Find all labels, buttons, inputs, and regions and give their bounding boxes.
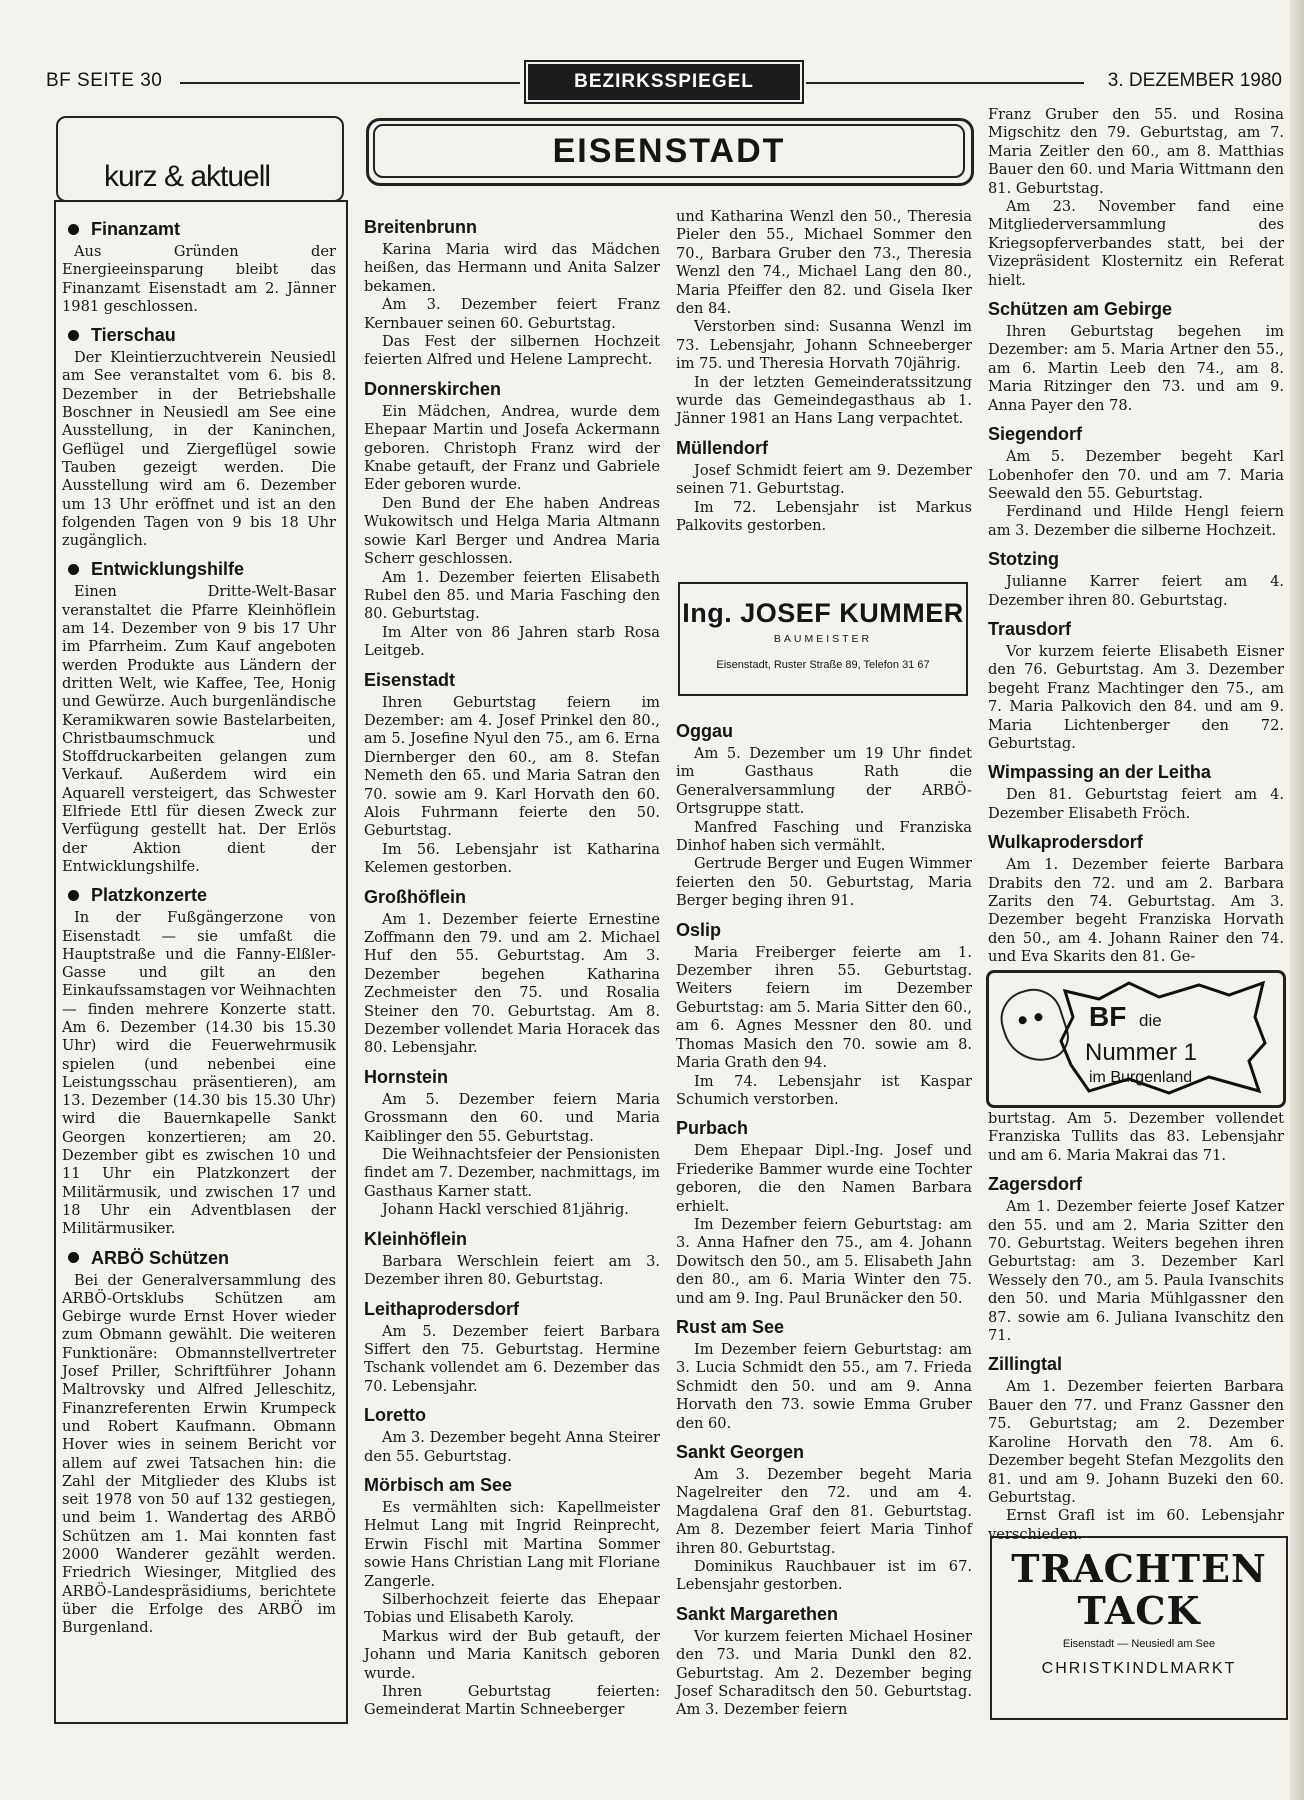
page-number: BF SEITE 30 xyxy=(46,70,163,91)
ad-bf xyxy=(986,970,1286,1108)
section-heading xyxy=(364,886,660,908)
section-heading-text: Loretto xyxy=(364,1405,426,1426)
ad-tracht-cities: Eisenstadt — Neusiedl am See xyxy=(1062,1638,1216,1650)
column-1 xyxy=(364,208,660,1720)
paragraph: Ihren Geburtstag begehen im Dezember: am 5. Maria Artner den 55., am 6. Martin Leeb den 74., am 8. Maria Ritzinger den 73. und am 9. Anna Payer den 78. xyxy=(988,323,1284,414)
paragraph: Silberhochzeit feierte das Ehepaar Tobias und Elisabeth Karoly. xyxy=(364,1590,660,1627)
section-heading xyxy=(364,1404,660,1426)
paragraph: Am 3. Dezember begeht Maria Nagelreiter den 72. und am 4. Magdalena Graf den 81. Geburtstag. Am 8. Dezember feiert Maria Tinhof ihren 80. Geburtstag. xyxy=(676,1466,972,1557)
section-heading-text: Entwicklungshilfe xyxy=(91,559,245,580)
paragraph: Am 3. Dezember begeht Anna Steirer den 55. Geburtstag. xyxy=(364,1429,660,1465)
paragraph: Ferdinand und Hilde Hengl feiern am 3. Dezember die silberne Hochzeit. xyxy=(988,503,1284,539)
section-heading-text: Wimpassing an der Leitha xyxy=(988,762,1211,783)
ad-bf-nummer: Nummer 1 xyxy=(1085,1039,1198,1066)
bullet-icon xyxy=(68,330,79,341)
column-2-top xyxy=(676,208,972,536)
section-heading xyxy=(676,1316,972,1338)
paragraph: Am 23. November fand eine Mitgliederversammlung des Kriegsopferverbandes statt, bei der Vizepräsident Klosternitz ein Referat hielt. xyxy=(988,198,1284,289)
section-heading xyxy=(676,1441,972,1463)
section-heading xyxy=(988,831,1284,853)
paragraph: Am 1. Dezember feierte Barbara Drabits den 72. und am 2. Barbara Zarits den 74. Geburtstag. Am 3. Dezember begeht Franziska Horvath den 50., am 4. Johann Rainer den 74. und Eva Skarits den 81. Ge- xyxy=(988,856,1284,966)
paragraph: Im Dezember feiern Geburtstag: am 3. Lucia Schmidt den 55., am 7. Frieda Schmidt den 50. und am 9. Anna Horvath den 73. sowie Emma Gruber den 60. xyxy=(676,1340,972,1432)
paragraph: Das Fest der silbernen Hochzeit feierten Alfred und Helene Lamprecht. xyxy=(364,333,660,369)
section-heading-text: Großhöflein xyxy=(364,886,466,907)
paragraph: Die Weihnachtsfeier der Pensionisten findet am 7. Dezember, nachmittags, im Gasthaus Karner statt. xyxy=(364,1146,660,1200)
bullet-icon xyxy=(68,1252,79,1263)
paragraph: Den Bund der Ehe haben Andreas Wukowitsch und Helga Maria Altmann sowie Karl Berger und Andrea Maria Scherr geschlossen. xyxy=(364,494,660,568)
paragraph: und Katharina Wenzl den 50., Theresia Pieler den 55., Michael Sommer den 70., Barbara Gruber den 73., Theresia Wenzl den 74., Michael Lang den 80., Maria Pfeiffer den 82. und Gisela Iker den 84. xyxy=(676,208,972,318)
paragraph: Bei der Generalversammlung des ARBÖ-Ortsklubs Schützen am Gebirge wurde Ernst Hover wieder zum Obmann gewählt. Die weiteren Funktionäre: Obmannstellvertreter Josef Priller, Schriftführer Johann Maltrovsky und Alfred Jelleschitz, Finanzreferenten Erwin Krumpeck und Robert Kaufmann. Obmann Hover wies in seinem Bericht vor allem auf zwei Tatsachen hin: die Zahl der Mitglieder des Klubs ist seit 1978 von 50 auf 132 gestiegen, und beim 1. Wandertag des ARBÖ Schützen am 1. Mai konnten fast 2000 Wanderer gezählt werden. Friedrich Wiesinger, Mitglied des ARBÖ-Landespräsidiums, berichtete über die Erfolge des ARBÖ im Burgenland. xyxy=(62,1271,336,1637)
paragraph: Dominikus Rauchbauer ist im 67. Lebensjahr gestorben. xyxy=(676,1558,972,1594)
section-heading-text: Hornstein xyxy=(364,1066,449,1087)
header-rule-right xyxy=(806,82,1084,84)
section-heading xyxy=(62,1247,336,1269)
section-heading-text: Sankt Margarethen xyxy=(676,1603,839,1624)
paragraph: Vor kurzem feierte Elisabeth Eisner den 76. Geburtstag. Am 3. Dezember begeht Franz Machtinger den 75., am 7. Maria Palkovich den 84. und am 9. Maria Lichtenberger den 72. Geburtstag. xyxy=(988,642,1284,752)
section-heading xyxy=(988,423,1284,445)
paragraph: Am 5. Dezember feiert Barbara Siffert den 75. Geburtstag. Hermine Tschank vollendet am 6. Dezember das 70. Lebensjahr. xyxy=(364,1322,660,1395)
paragraph: Im 74. Lebensjahr ist Kaspar Schumich verstorben. xyxy=(676,1072,972,1108)
section-heading xyxy=(676,720,972,742)
section-heading xyxy=(364,1474,660,1496)
ad-trachten-tack xyxy=(990,1536,1288,1720)
paragraph: Karina Maria wird das Mädchen heißen, das Hermann und Anita Salzer bekamen. xyxy=(364,241,660,295)
main-title: EISENSTADT xyxy=(373,124,965,178)
section-heading xyxy=(988,298,1284,320)
section-heading xyxy=(364,216,660,238)
section-heading-text: Wulkaprodersdorf xyxy=(988,832,1143,853)
paragraph: Franz Gruber den 55. und Rosina Migschitz den 79. Geburtstag, am 7. Maria Zeitler den 60., am 8. Matthias Bauer den 60. und Maria Wittmann den 81. Geburtstag. xyxy=(988,106,1284,197)
issue-date: 3. DEZEMBER 1980 xyxy=(1107,70,1282,91)
paragraph: Im 56. Lebensjahr ist Katharina Kelemen gestorben. xyxy=(364,840,660,877)
paragraph: Ihren Geburtstag feiern im Dezember: am 4. Josef Prinkel den 80., am 5. Josefine Nyul den 75., am 6. Erna Diernberger den 60., am 8. Stefan Nemeth den 65. und Maria Satran den 70. sowie am 9. Karl Horvath den 60. Alois Fuhrmann feierte den 50. Geburtstag. xyxy=(364,693,660,840)
paragraph: Ernst Grafl ist im 60. Lebensjahr verschieden. xyxy=(988,1507,1284,1543)
paragraph: Am 3. Dezember feiert Franz Kernbauer seinen 60. Geburtstag. xyxy=(364,296,660,332)
paragraph: Im Alter von 86 Jahren starb Rosa Leitgeb. xyxy=(364,623,660,660)
ad-kummer-name: Ing. JOSEF KUMMER xyxy=(682,598,964,628)
paragraph: Maria Freiberger feierte am 1. Dezember ihren 55. Geburtstag. Weiters feiern im Dezember Geburtstag: am 5. Maria Sitter den 60., am 6. Agnes Messner den 80. und Thomas Masich den 70. sowie am 8. Maria Grath den 94. xyxy=(676,943,972,1072)
column-2-bottom xyxy=(676,712,972,1720)
paragraph: Ihren Geburtstag feierten: Gemeinderat Martin Schneeberger xyxy=(364,1683,660,1719)
section-heading-text: Donnerskirchen xyxy=(364,378,502,399)
bullet-icon xyxy=(68,564,79,575)
section-heading xyxy=(676,1117,972,1139)
section-heading-text: Oslip xyxy=(676,919,722,940)
section-heading xyxy=(988,1353,1284,1375)
paragraph: In der letzten Gemeinderatssitzung wurde das Gemeindegasthaus ab 1. Jänner 1981 an Hans Lang verpachtet. xyxy=(676,373,972,428)
section-heading xyxy=(62,884,336,906)
ad-kummer-address: Eisenstadt, Ruster Straße 89, Telefon 31 67 xyxy=(716,659,930,671)
section-heading xyxy=(364,378,660,400)
paragraph: Johann Hackl verschied 81jährig. xyxy=(382,1201,629,1219)
ad-bf-die: die xyxy=(1139,1011,1162,1030)
kurz-title: kurz & aktuell xyxy=(100,160,274,194)
paragraph: Josef Schmidt feiert am 9. Dezember seinen 71. Geburtstag. xyxy=(676,461,972,498)
paragraph: Verstorben sind: Susanna Wenzl im 73. Lebensjahr, Johann Schneeberger im 75. und Theresia Horvath 70jährig. xyxy=(676,318,972,373)
section-heading-text: Kleinhöflein xyxy=(364,1228,467,1249)
section-heading-text: Tierschau xyxy=(91,325,176,346)
header-rule-left xyxy=(180,82,520,84)
paragraph: Aus Gründen der Energieeinsparung bleibt das Finanzamt Eisenstadt am 2. Jänner 1981 geschlossen. xyxy=(62,243,336,315)
paragraph: Den 81. Geburtstag feiert am 4. Dezember Elisabeth Fröch. xyxy=(988,786,1284,822)
paragraph: Am 1. Dezember feierte Ernestine Zoffmann den 79. und am 2. Michael Huf den 55. Geburtstag. Am 3. Dezember begehen Katharina Zechmeister den 75. und Rosalia Steiner den 70. Geburtstag. Am 8. Dezember vollendet Maria Horacek das 80. Lebensjahr. xyxy=(364,910,660,1057)
column-3-top xyxy=(988,106,1284,967)
paragraph: Am 1. Dezember feierte Josef Katzer den 55. und am 2. Maria Szitter den 70. Geburtstag. Weiters begehen ihren Geburtstag: am 3. Dezember Karl Wessely den 70., am 5. Paula Ivanschits den 50. und Maria Mühlgassner den 87. sowie am 6. Juliana Ivanschitz den 71. xyxy=(988,1198,1284,1345)
section-heading-text: Müllendorf xyxy=(676,437,768,458)
section-heading-text: Rust am See xyxy=(676,1316,785,1337)
section-heading xyxy=(364,1066,660,1088)
paragraph: Am 5. Dezember um 19 Uhr findet im Gasthaus Rath die Generalversammlung der ARBÖ-Ortsgruppe statt. xyxy=(676,745,972,818)
paragraph: Der Kleintierzuchtverein Neusiedl am See veranstaltet vom 6. bis 8. Dezember in der Betriebshalle Boschner in Neusiedl am See eine Ausstellung, in der Kaninchen, Geflügel und Ziergeflügel sowie Tauben gezeigt werden. Die Ausstellung wird am 6. Dezember um 13 Uhr eröffnet und ist an den folgenden Tagen von 9 bis 18 Uhr zugänglich. xyxy=(62,349,336,550)
section-heading xyxy=(364,669,660,691)
paragraph: Im Dezember feiern Geburtstag: am 3. Anna Hafner den 75., am 4. Johann Dowitsch den 50., am 5. Elisabeth Jahn den 80., am 6. Maria Winter den 75. und am 9. Ing. Paul Brunäcker den 50. xyxy=(676,1215,972,1307)
section-heading xyxy=(988,618,1284,640)
section-heading-text: ARBÖ Schützen xyxy=(91,1247,230,1268)
ad-kummer xyxy=(678,582,968,696)
section-heading xyxy=(676,919,972,941)
paragraph: burtstag. Am 5. Dezember vollendet Franziska Tullits das 83. Lebensjahr und am 6. Maria Makrai das 71. xyxy=(988,1110,1284,1164)
section-heading xyxy=(988,761,1284,783)
section-heading-text: Eisenstadt xyxy=(364,669,456,690)
section-heading-text: Leithaprodersdorf xyxy=(364,1298,520,1319)
section-heading xyxy=(364,1228,660,1250)
ad-bf-region: im Burgenland xyxy=(1089,1069,1193,1086)
bullet-icon xyxy=(68,224,79,235)
section-heading-text: Siegendorf xyxy=(988,424,1083,445)
paragraph: Markus wird der Bub getauft, der Johann und Maria Kanitsch geboren wurde. xyxy=(364,1627,660,1682)
paragraph: Am 1. Dezember feierten Barbara Bauer den 77. und Franz Gassner den 75. Geburtstag; am 2. Dezember Karoline Horvath den 78. Am 6. Dezember begeht Stefan Mezgolits den 81. und am 9. Johann Buzeki den 60. Geburtstag. xyxy=(988,1378,1284,1506)
section-label: BEZIRKSSPIEGEL xyxy=(528,64,800,100)
paragraph: Ein Mädchen, Andrea, wurde dem Ehepaar Martin und Josefa Ackermann geboren. Christoph Franz wird der Knabe getauft, der Franz und Gabriele Eder geboren wurde. xyxy=(364,402,660,494)
ad-kummer-sub: BAUMEISTER xyxy=(773,633,873,645)
section-heading xyxy=(988,548,1284,570)
paragraph: Im 72. Lebensjahr ist Markus Palkovits gestorben. xyxy=(676,498,972,535)
ad-tracht-line2: TACK xyxy=(1077,1588,1201,1633)
section-heading-text: Breitenbrunn xyxy=(364,217,478,237)
section-heading xyxy=(988,1173,1284,1195)
section-heading xyxy=(62,218,336,240)
paragraph: Vor kurzem feierten Michael Hosiner den 73. und Maria Dunkl den 82. Geburtstag. Am 2. Dezember beging Josef Scharaditsch den 50. Geburtstag. Am 3. Dezember feiern xyxy=(676,1627,972,1719)
section-heading-text: Oggau xyxy=(676,721,733,741)
ad-tracht-line1: TRACHTEN xyxy=(1011,1546,1267,1591)
section-heading-text: Finanzamt xyxy=(91,219,181,239)
section-heading xyxy=(676,437,972,459)
section-heading xyxy=(62,324,336,346)
paragraph: Julianne Karrer feiert am 4. Dezember ihren 80. Geburtstag. xyxy=(988,573,1284,609)
paragraph: Manfred Fasching und Franziska Dinhof haben sich vermählt. xyxy=(676,818,972,855)
kurz-column xyxy=(62,210,336,1637)
paragraph: Am 5. Dezember begeht Karl Lobenhofer den 70. und am 7. Maria Seewald den 55. Geburtstag. xyxy=(988,448,1284,502)
bullet-icon xyxy=(68,890,79,901)
paragraph: Dem Ehepaar Dipl.-Ing. Josef und Friederike Bammer wurde eine Tochter geboren, die den Namen Barbara erhielt. xyxy=(676,1142,972,1215)
ad-bf-logo: BF xyxy=(1089,1001,1127,1032)
paragraph: Am 5. Dezember feiern Maria Grossmann den 60. und Maria Kaiblinger den 55. Geburtstag. xyxy=(364,1090,660,1145)
column-3-bottom xyxy=(988,1110,1284,1544)
section-heading-text: Zagersdorf xyxy=(988,1174,1083,1195)
section-heading xyxy=(62,558,336,580)
paragraph: Barbara Werschlein feiert am 3. Dezember ihren 80. Geburtstag. xyxy=(364,1252,660,1289)
section-heading-text: Zillingtal xyxy=(988,1354,1062,1375)
section-heading-text: Trausdorf xyxy=(988,618,1072,639)
paragraph: Am 1. Dezember feierten Elisabeth Rubel den 85. und Maria Fasching den 80. Geburtstag. xyxy=(364,568,660,623)
ad-tracht-market: CHRISTKINDLMARKT xyxy=(1041,1660,1237,1677)
section-heading-text: Platzkonzerte xyxy=(91,885,208,906)
paragraph: Gertrude Berger und Eugen Wimmer feierten den 50. Geburtstag, Maria Berger beging ihren 91. xyxy=(676,855,972,910)
paragraph: Einen Dritte-Welt-Basar veranstaltet die Pfarre Kleinhöflein am 14. Dezember von 9 bis 17 Uhr im Pfarrheim. Zum Kauf angeboten werden Produkte aus Ländern der dritten Welt, wie Kaffee, Tee, Honig und Gewürze. Auch burgenländische Keramikwaren sowie Bastelarbeiten, Christbaumschmuck und Stoffdruckarbeiten gelangen zum Verkauf. Außerdem wird ein Aquarell versteigert, das Schwester Elfriede Ettl für diesen Zweck zur Verfügung gestellt hat. Der Erlös der Aktion dient der Entwicklungshilfe. xyxy=(62,583,336,875)
section-heading-text: Mörbisch am See xyxy=(364,1474,513,1495)
paragraph: Es vermählten sich: Kapellmeister Helmut Lang mit Ingrid Reinprecht, Erwin Fischl mit Martina Sommer sowie Hans Christian Lang mit Floriane Zangerle. xyxy=(364,1498,660,1590)
section-heading-text: Stotzing xyxy=(988,549,1059,570)
section-heading-text: Sankt Georgen xyxy=(676,1442,805,1462)
section-heading xyxy=(676,1603,972,1625)
section-heading-text: Purbach xyxy=(676,1118,749,1139)
page-edge xyxy=(1290,0,1304,1800)
section-heading-text: Schützen am Gebirge xyxy=(988,299,1173,320)
paragraph: In der Fußgängerzone von Eisenstadt — sie umfaßt die Hauptstraße und die Fanny-Elßler-Gasse und gilt an den Einkaufssamstagen vor Weihnachten — finden mehrere Konzerte statt. Am 6. Dezember (14.30 bis 15.30 Uhr) wird die Feuerwehrmusik spielen (und nebenbei eine Leistungsschau präsentieren), am 13. Dezember (14.30 bis 15.30 Uhr) wird die Bauernkapelle Sankt Georgen konzertieren; am 20. Dezember gibt es zwischen 10 und 11 Uhr ein Platzkonzert der Militärmusik, und zwischen 17 und 18 Uhr ein Adventblasen der Militärmusiker. xyxy=(62,909,336,1238)
section-heading xyxy=(364,1298,660,1320)
